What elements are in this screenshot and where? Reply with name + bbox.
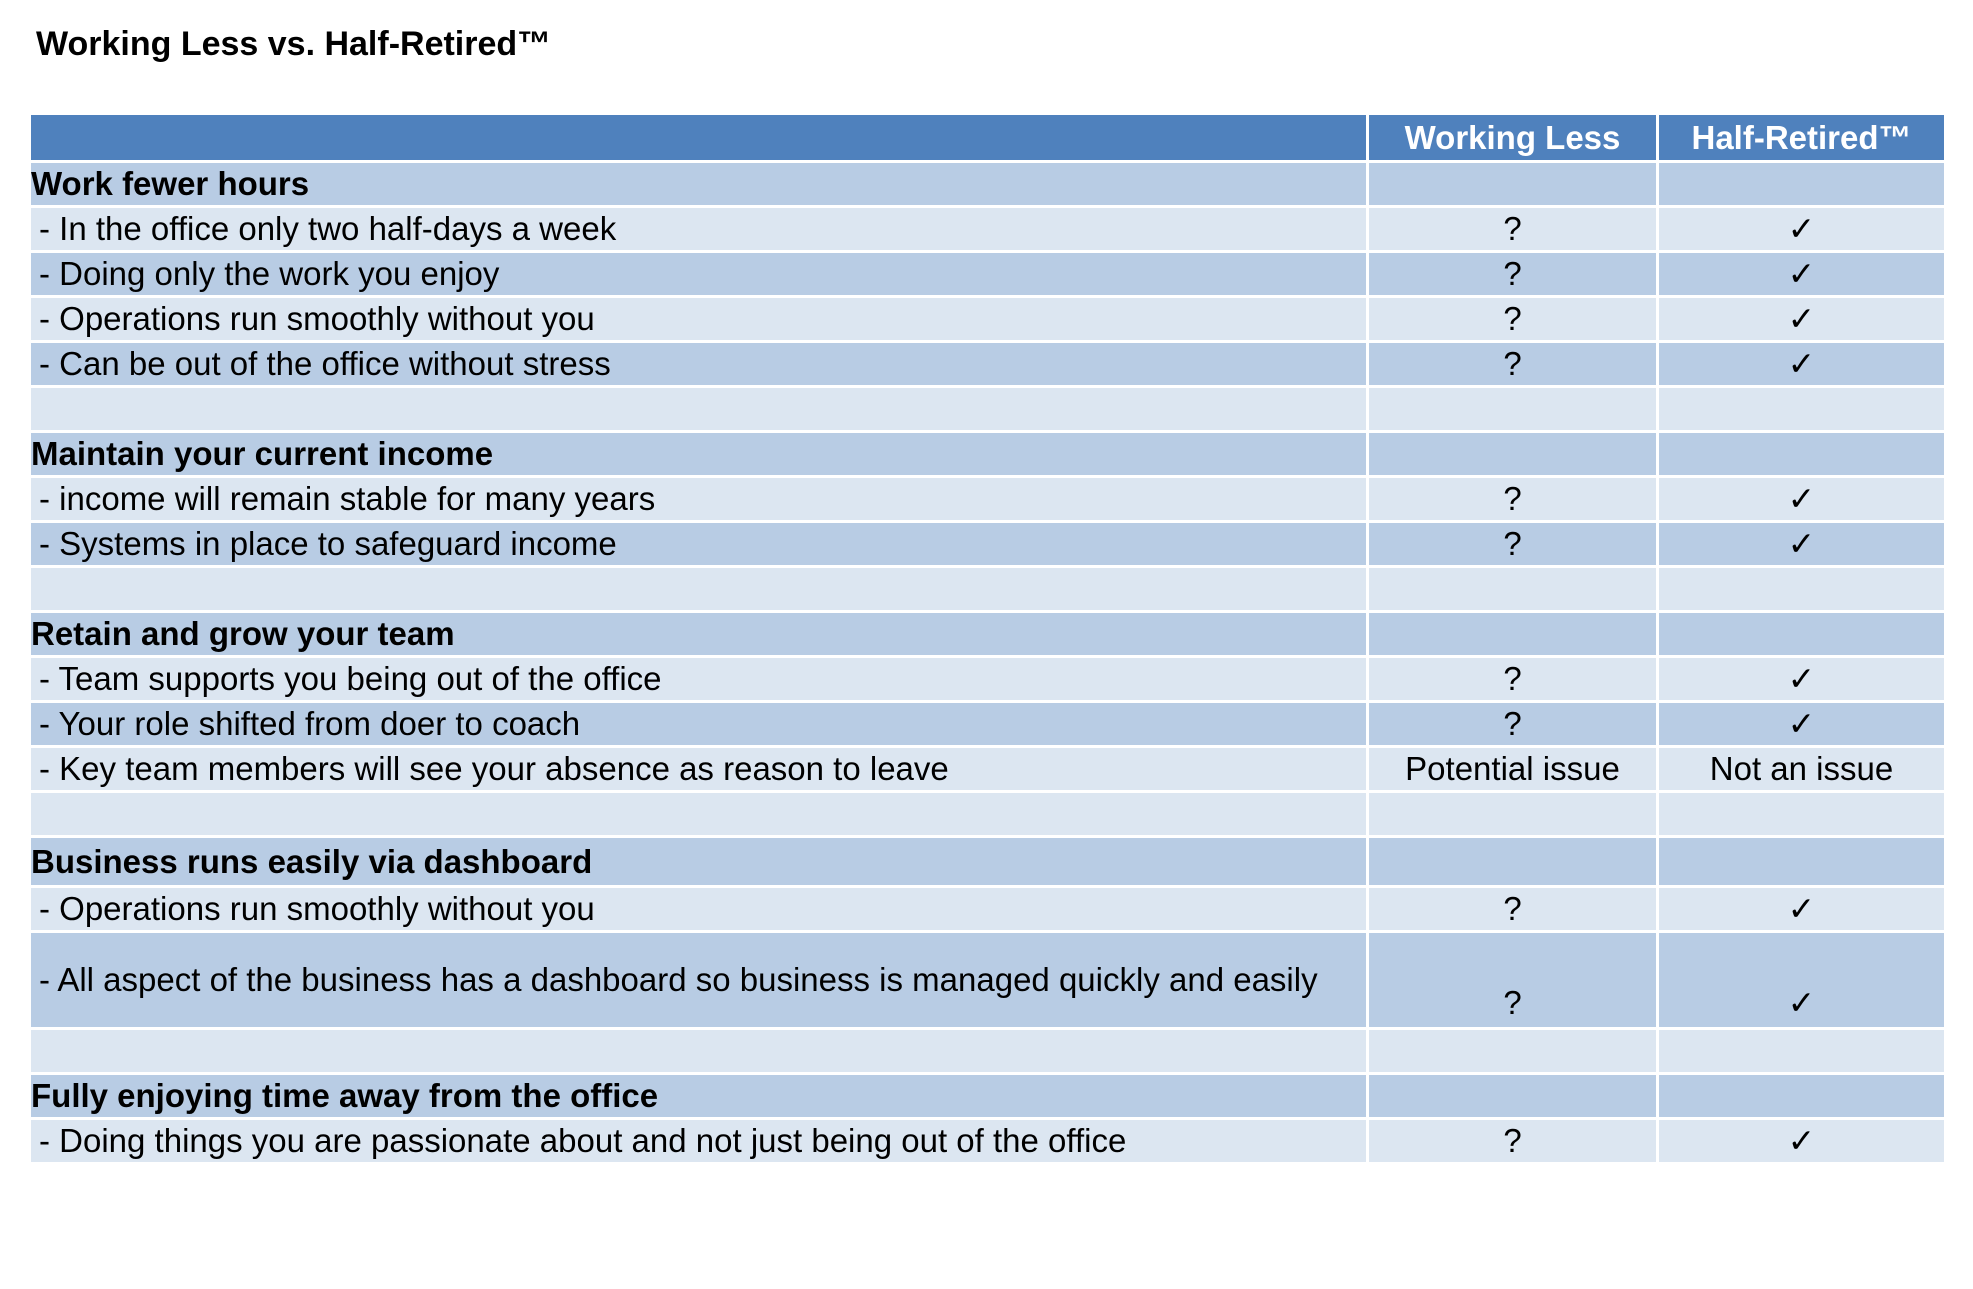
half-retired-cell: Not an issue — [1658, 747, 1946, 792]
table-row — [30, 1119, 1946, 1164]
working-less-cell — [1368, 612, 1658, 657]
row-label: Fully enjoying time away from the office — [30, 1074, 1368, 1119]
row-label — [30, 567, 1368, 612]
half-retired-cell — [1658, 612, 1946, 657]
working-less-cell: ? — [1368, 702, 1658, 747]
working-less-cell — [1368, 432, 1658, 477]
table-row — [30, 297, 1946, 342]
table-row — [30, 252, 1946, 297]
row-label — [30, 387, 1368, 432]
table-row — [30, 342, 1946, 387]
checkmark-icon: ✓ — [1658, 522, 1946, 567]
checkmark-icon: ✓ — [1658, 477, 1946, 522]
working-less-cell: ? — [1368, 522, 1658, 567]
working-less-cell: ? — [1368, 1119, 1658, 1164]
document-title: Working Less vs. Half-Retired™ — [36, 25, 552, 63]
table-row — [30, 522, 1946, 567]
working-less-cell: ? — [1368, 887, 1658, 932]
checkmark-icon: ✓ — [1658, 252, 1946, 297]
section-row — [30, 1074, 1946, 1119]
section-row — [30, 612, 1946, 657]
comparison-table — [28, 112, 1947, 1165]
working-less-cell — [1368, 1029, 1658, 1074]
table-row — [30, 477, 1946, 522]
checkmark-icon: ✓ — [1658, 887, 1946, 932]
row-label: - In the office only two half-days a week — [30, 207, 1368, 252]
table-row — [30, 887, 1946, 932]
row-label: - Operations run smoothly without you — [30, 887, 1368, 932]
header-working-less: Working Less — [1368, 114, 1658, 162]
half-retired-cell — [1658, 387, 1946, 432]
table-row — [30, 657, 1946, 702]
checkmark-icon: ✓ — [1658, 297, 1946, 342]
working-less-cell — [1368, 837, 1658, 887]
checkmark-icon: ✓ — [1658, 657, 1946, 702]
row-label: - Your role shifted from doer to coach — [30, 702, 1368, 747]
table-row — [30, 747, 1946, 792]
table-row — [30, 932, 1946, 1029]
section-row — [30, 432, 1946, 477]
working-less-cell — [1368, 387, 1658, 432]
row-label: - Team supports you being out of the office — [30, 657, 1368, 702]
checkmark-icon: ✓ — [1658, 1119, 1946, 1164]
spacer-row — [30, 387, 1946, 432]
half-retired-cell — [1658, 1029, 1946, 1074]
row-label: - Can be out of the office without stress — [30, 342, 1368, 387]
half-retired-cell — [1658, 1074, 1946, 1119]
half-retired-cell — [1658, 162, 1946, 207]
working-less-cell: ? — [1368, 657, 1658, 702]
half-retired-cell — [1658, 432, 1946, 477]
working-less-cell — [1368, 162, 1658, 207]
row-label — [30, 1029, 1368, 1074]
row-label: - Operations run smoothly without you — [30, 297, 1368, 342]
half-retired-cell — [1658, 567, 1946, 612]
spacer-row — [30, 1029, 1946, 1074]
spacer-row — [30, 792, 1946, 837]
working-less-cell — [1368, 567, 1658, 612]
half-retired-cell — [1658, 792, 1946, 837]
working-less-cell: ? — [1368, 932, 1658, 1029]
section-row — [30, 162, 1946, 207]
table-row — [30, 702, 1946, 747]
half-retired-cell — [1658, 837, 1946, 887]
row-label: Business runs easily via dashboard — [30, 837, 1368, 887]
row-label: - Doing things you are passionate about and not just being out of the office — [30, 1119, 1368, 1164]
row-label — [30, 792, 1368, 837]
row-label: - All aspect of the business has a dashboard so business is managed quickly and easily — [30, 932, 1368, 1029]
working-less-cell — [1368, 792, 1658, 837]
header-half-retired: Half-Retired™ — [1658, 114, 1946, 162]
checkmark-icon: ✓ — [1658, 207, 1946, 252]
working-less-cell: ? — [1368, 477, 1658, 522]
row-label: Retain and grow your team — [30, 612, 1368, 657]
checkmark-icon: ✓ — [1658, 932, 1946, 1029]
row-label: Work fewer hours — [30, 162, 1368, 207]
checkmark-icon: ✓ — [1658, 342, 1946, 387]
row-label: - Doing only the work you enjoy — [30, 252, 1368, 297]
row-label: - income will remain stable for many years — [30, 477, 1368, 522]
table-header-row — [30, 114, 1946, 162]
spacer-row — [30, 567, 1946, 612]
header-blank-cell — [30, 114, 1368, 162]
working-less-cell: ? — [1368, 342, 1658, 387]
working-less-cell: ? — [1368, 252, 1658, 297]
section-row — [30, 837, 1946, 887]
working-less-cell: ? — [1368, 297, 1658, 342]
table-row — [30, 207, 1946, 252]
working-less-cell: Potential issue — [1368, 747, 1658, 792]
working-less-cell — [1368, 1074, 1658, 1119]
row-label: - Key team members will see your absence as reason to leave — [30, 747, 1368, 792]
checkmark-icon: ✓ — [1658, 702, 1946, 747]
working-less-cell: ? — [1368, 207, 1658, 252]
row-label: - Systems in place to safeguard income — [30, 522, 1368, 567]
row-label: Maintain your current income — [30, 432, 1368, 477]
